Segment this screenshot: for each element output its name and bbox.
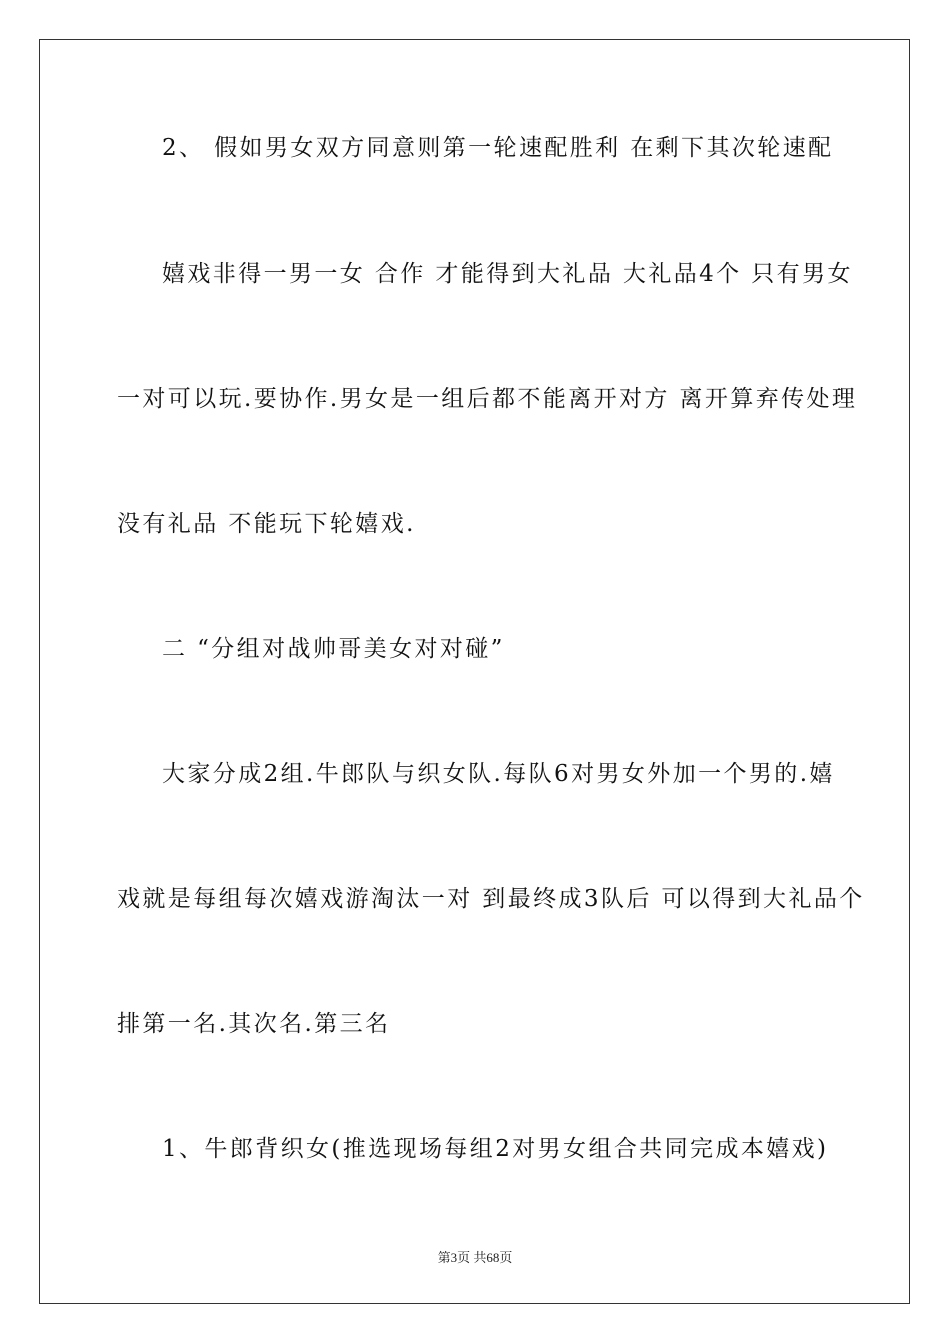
list-item-heading: 1、牛郎背织女(推选现场每组2对男女组合共同完成本嬉戏) (162, 1136, 829, 1162)
paragraph-line-4: 没有礼品 不能玩下轮嬉戏. (117, 511, 416, 537)
paragraph-line-5: 大家分成2组.牛郎队与织女队.每队6对男女外加一个男的.嬉 (162, 761, 835, 787)
paragraph-line-7: 排第一名.其次名.第三名 (117, 1011, 391, 1037)
page-border (39, 39, 910, 1304)
paragraph-line-2: 嬉戏非得一男一女 合作 才能得到大礼品 大礼品4个 只有男女 (162, 261, 853, 287)
paragraph-line-3: 一对可以玩.要协作.男女是一组后都不能离开对方 离开算弃传处理 (117, 386, 858, 412)
section-heading: 二 “分组对战帅哥美女对对碰” (162, 636, 505, 662)
page-number-footer: 第3页 共68页 (437, 1250, 513, 1265)
paragraph-line-1: 2、 假如男女双方同意则第一轮速配胜利 在剩下其次轮速配 (162, 135, 834, 161)
paragraph-line-6: 戏就是每组每次嬉戏游淘汰一对 到最终成3队后 可以得到大礼品个 (117, 886, 865, 912)
